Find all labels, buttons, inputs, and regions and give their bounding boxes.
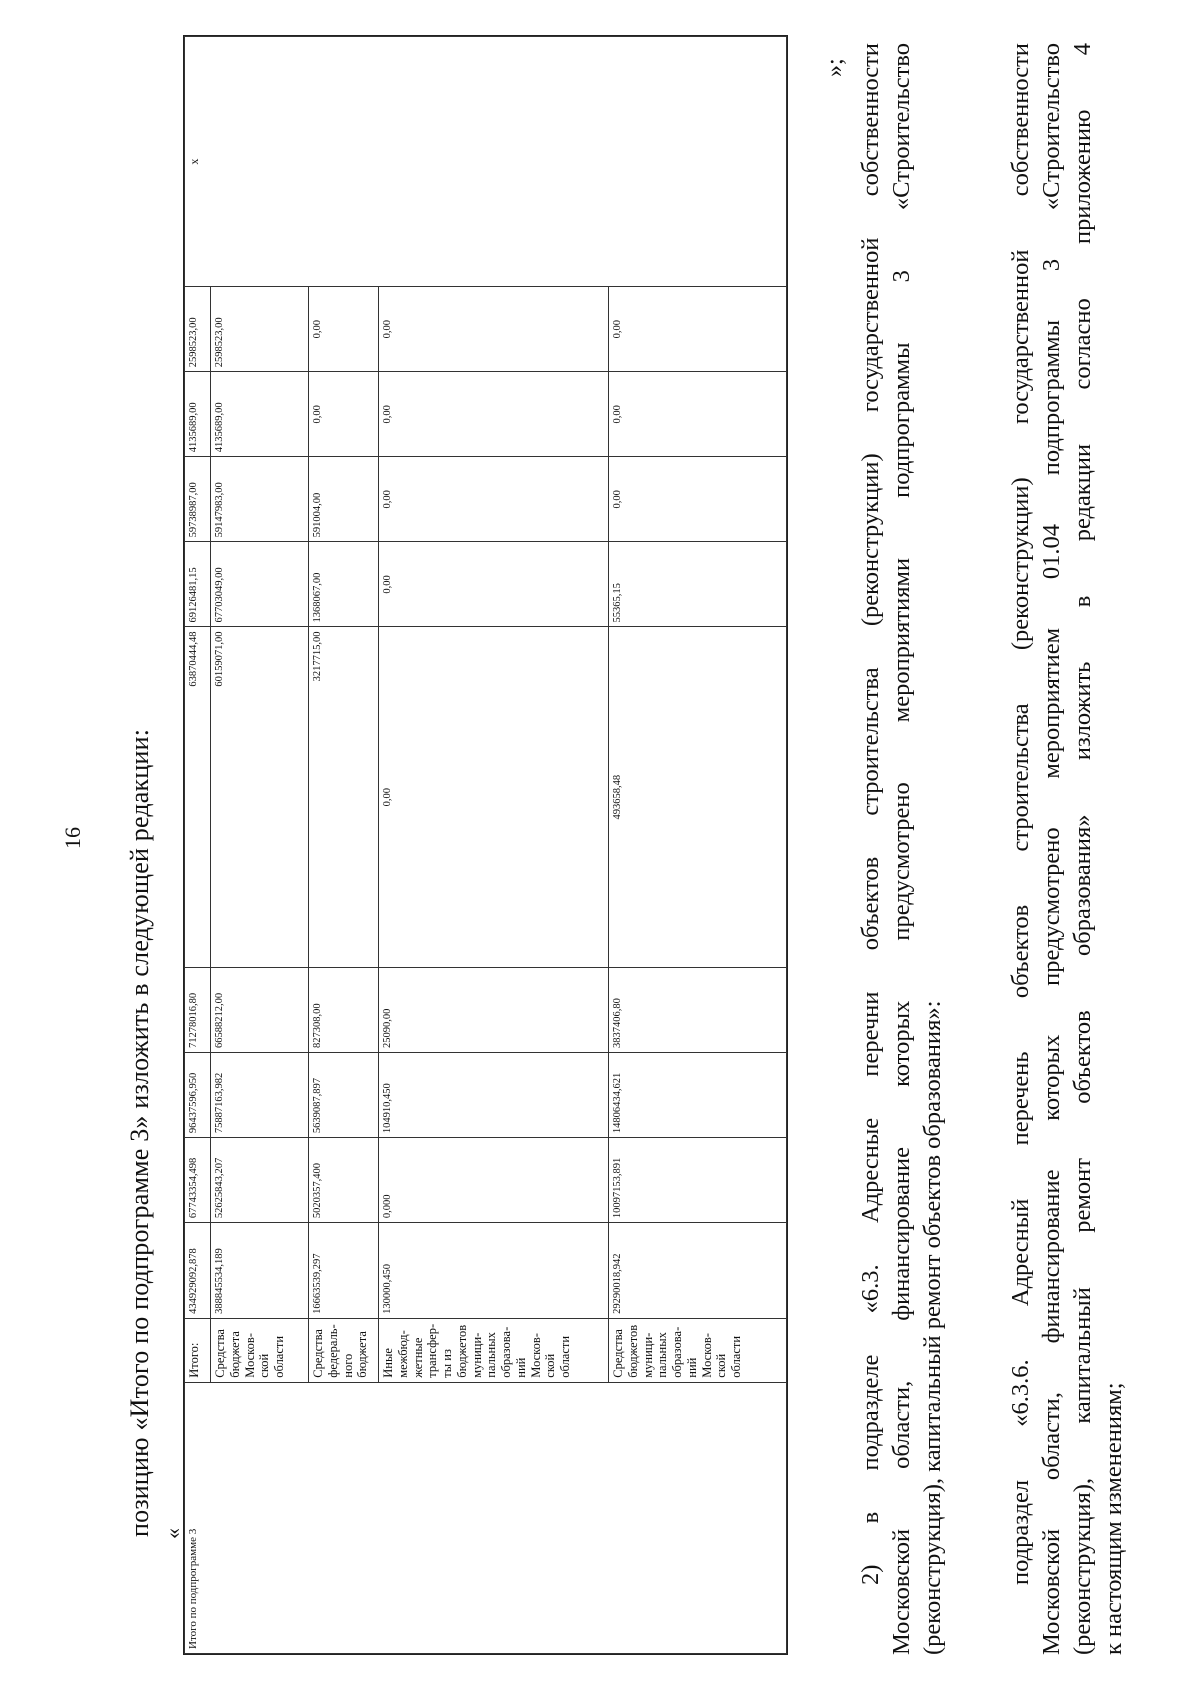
text-line: к настоящим изменениям; [1100,1382,1127,1655]
value-cell: 52625843,207 [211,1138,309,1223]
value-cell: 0,00 [609,287,787,372]
total-cell: 434929092,878 [185,1223,211,1319]
value-cell: 3217715,00 [309,627,379,967]
text-line: (реконструкция), капитальный ремонт объектов образования»: [919,1000,946,1655]
text-line: (реконструкция), капитальный ремонт объектов образования» изложить в редакции согласно приложению 4 [1069,43,1096,1655]
total-cell: 71278016,80 [185,967,211,1052]
source-label: Иные межбюд-жетные трансфер-ты из бюджетов муници-пальных образова-ний Москов-ской области [379,1318,609,1382]
value-cell: 0,00 [379,627,609,967]
source-label: Средства бюджета Москов-ской области [211,1318,309,1382]
value-cell: 75887163,982 [211,1052,309,1137]
value-cell: 104910,450 [379,1052,609,1137]
total-cell: 2598523,00 [185,287,211,372]
value-cell: 0,00 [309,372,379,457]
value-cell: 2598523,00 [211,287,309,372]
value-cell: 0,00 [309,287,379,372]
paragraph-subsection-6-3 [855,43,948,1655]
total-cell: 59738987,00 [185,457,211,542]
total-cell: 4135689,00 [185,372,211,457]
value-cell: 60159071,00 [211,627,309,967]
value-cell: 130000,450 [379,1223,609,1319]
table-row [185,37,211,1654]
end-mark: x [185,37,787,287]
value-cell: 14806434,621 [609,1052,787,1137]
value-cell: 0,00 [379,372,609,457]
value-cell: 67703049,00 [211,542,309,627]
value-cell: 5639087,897 [309,1052,379,1137]
value-cell: 16663539,297 [309,1223,379,1319]
value-cell: 0,00 [609,372,787,457]
paragraph-subsection-6-3-6 [1005,43,1129,1655]
value-cell: 10097153,891 [609,1138,787,1223]
text-line: Московской области, финансирование которых предусмотрено мероприятиями подпрограммы 3 «Строительство [888,43,915,1655]
intro-text: позицию «Итого по подпрограмме 3» изложить в следующей редакции: [125,728,154,1537]
closing-quote: »; [822,58,848,77]
text-line: 2) в подразделе «6.3. Адресные перечни объектов строительства (реконструкции) государственной собственности [857,43,884,1585]
opening-quote: « [160,1528,185,1539]
row-label: Итого по подпрограмме 3 [185,1382,787,1653]
value-cell: 1368067,00 [309,542,379,627]
source-label: Средства бюджетов муници-пальных образова-ний Москов-ской области [609,1318,787,1382]
page-number: 16 [60,827,85,849]
total-label: Итого: [185,1318,211,1382]
value-cell: 59147983,00 [211,457,309,542]
value-cell: 5020357,400 [309,1138,379,1223]
value-cell: 0,00 [609,457,787,542]
value-cell: 0,00 [379,542,609,627]
value-cell: 25090,00 [379,967,609,1052]
value-cell: 29290018,942 [609,1223,787,1319]
value-cell: 3837406,80 [609,967,787,1052]
value-cell: 0,00 [379,457,609,542]
total-cell: 69126481,15 [185,542,211,627]
budget-table [183,35,788,1655]
value-cell: 0,000 [379,1138,609,1223]
text-line: Московской области, финансирование которых предусмотрено мероприятием 01.04 подпрограммы 3 «Строительство [1038,43,1065,1655]
total-cell: 96437596,950 [185,1052,211,1137]
value-cell: 0,00 [379,287,609,372]
source-label: Средства федераль-ного бюджета [309,1318,379,1382]
value-cell: 4135689,00 [211,372,309,457]
value-cell: 55365,15 [609,542,787,627]
total-cell: 67743354,498 [185,1138,211,1223]
value-cell: 493658,48 [609,627,787,967]
value-cell: 66588212,00 [211,967,309,1052]
value-cell: 388845534,189 [211,1223,309,1319]
total-cell: 63870444,48 [185,627,211,967]
text-line: подраздел «6.3.6. Адресный перечень объектов строительства (реконструкции) государственной собственности [1007,43,1034,1585]
value-cell: 827308,00 [309,967,379,1052]
value-cell: 591004,00 [309,457,379,542]
